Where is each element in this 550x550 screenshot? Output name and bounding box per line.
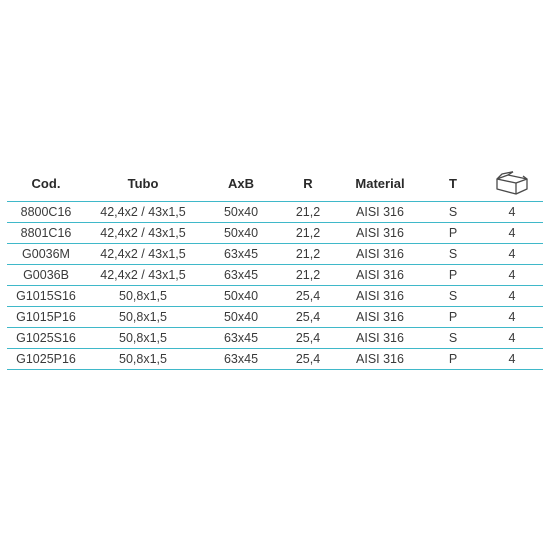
cell-t: S bbox=[448, 289, 458, 303]
table-row bbox=[7, 244, 543, 265]
cell-material: AISI 316 bbox=[356, 352, 404, 366]
cell-t: S bbox=[448, 205, 458, 219]
cell-tubo: 50,8x1,5 bbox=[119, 310, 167, 324]
header-r: R bbox=[303, 176, 313, 191]
cell-code: 8800C16 bbox=[20, 205, 72, 219]
cell-r: 21,2 bbox=[295, 226, 321, 240]
cell-tubo: 50,8x1,5 bbox=[119, 352, 167, 366]
cell-code: G1025P16 bbox=[16, 352, 76, 366]
cell-tubo: 42,4x2 / 43x1,5 bbox=[100, 226, 186, 240]
cell-axb: 50x40 bbox=[223, 205, 259, 219]
cell-t: P bbox=[448, 310, 458, 324]
cell-axb: 63x45 bbox=[223, 331, 259, 345]
cell-tubo: 50,8x1,5 bbox=[119, 289, 167, 303]
cell-tubo: 42,4x2 / 43x1,5 bbox=[100, 205, 186, 219]
cell-code: 8801C16 bbox=[20, 226, 72, 240]
cell-t: P bbox=[448, 268, 458, 282]
cell-axb: 63x45 bbox=[223, 247, 259, 261]
cell-tubo: 50,8x1,5 bbox=[119, 331, 167, 345]
cell-axb: 50x40 bbox=[223, 289, 259, 303]
table-header bbox=[7, 166, 543, 202]
cell-axb: 63x45 bbox=[223, 352, 259, 366]
cell-t: S bbox=[448, 247, 458, 261]
cell-qty: 4 bbox=[508, 352, 516, 366]
table-row bbox=[7, 328, 543, 349]
cell-material: AISI 316 bbox=[356, 289, 404, 303]
cell-qty: 4 bbox=[508, 289, 516, 303]
cell-code: G0036B bbox=[23, 268, 69, 282]
header-material: Material bbox=[355, 176, 405, 191]
cell-code: G0036M bbox=[22, 247, 70, 261]
cell-axb: 63x45 bbox=[223, 268, 259, 282]
cell-material: AISI 316 bbox=[356, 247, 404, 261]
cell-t: P bbox=[448, 352, 458, 366]
cell-r: 25,4 bbox=[295, 310, 321, 324]
header-tubo: Tubo bbox=[127, 176, 159, 191]
table-row bbox=[7, 265, 543, 286]
cell-code: G1015P16 bbox=[16, 310, 76, 324]
cell-qty: 4 bbox=[508, 247, 516, 261]
cell-material: AISI 316 bbox=[356, 226, 404, 240]
cell-r: 21,2 bbox=[295, 205, 321, 219]
cell-r: 21,2 bbox=[295, 268, 321, 282]
table-row bbox=[7, 307, 543, 328]
cell-code: G1015S16 bbox=[16, 289, 76, 303]
cell-r: 25,4 bbox=[295, 352, 321, 366]
header-code: Cod. bbox=[31, 176, 61, 191]
cell-r: 25,4 bbox=[295, 289, 321, 303]
cell-code: G1025S16 bbox=[16, 331, 76, 345]
cell-t: P bbox=[448, 226, 458, 240]
cell-qty: 4 bbox=[508, 268, 516, 282]
cell-r: 21,2 bbox=[295, 247, 321, 261]
cell-axb: 50x40 bbox=[223, 310, 259, 324]
cell-tubo: 42,4x2 / 43x1,5 bbox=[100, 268, 186, 282]
box-icon bbox=[481, 166, 543, 201]
cell-qty: 4 bbox=[508, 205, 516, 219]
cell-material: AISI 316 bbox=[356, 331, 404, 345]
table-row bbox=[7, 349, 543, 370]
header-t: T bbox=[449, 176, 457, 191]
cell-qty: 4 bbox=[508, 310, 516, 324]
cell-qty: 4 bbox=[508, 331, 516, 345]
cell-r: 25,4 bbox=[295, 331, 321, 345]
cell-material: AISI 316 bbox=[356, 268, 404, 282]
table-row bbox=[7, 223, 543, 244]
cell-axb: 50x40 bbox=[223, 226, 259, 240]
cell-t: S bbox=[448, 331, 458, 345]
table-row bbox=[7, 202, 543, 223]
cell-tubo: 42,4x2 / 43x1,5 bbox=[100, 247, 186, 261]
table-row bbox=[7, 286, 543, 307]
cell-material: AISI 316 bbox=[356, 205, 404, 219]
spec-table bbox=[7, 166, 543, 370]
header-axb: AxB bbox=[227, 176, 254, 191]
cell-material: AISI 316 bbox=[356, 310, 404, 324]
cell-qty: 4 bbox=[508, 226, 516, 240]
